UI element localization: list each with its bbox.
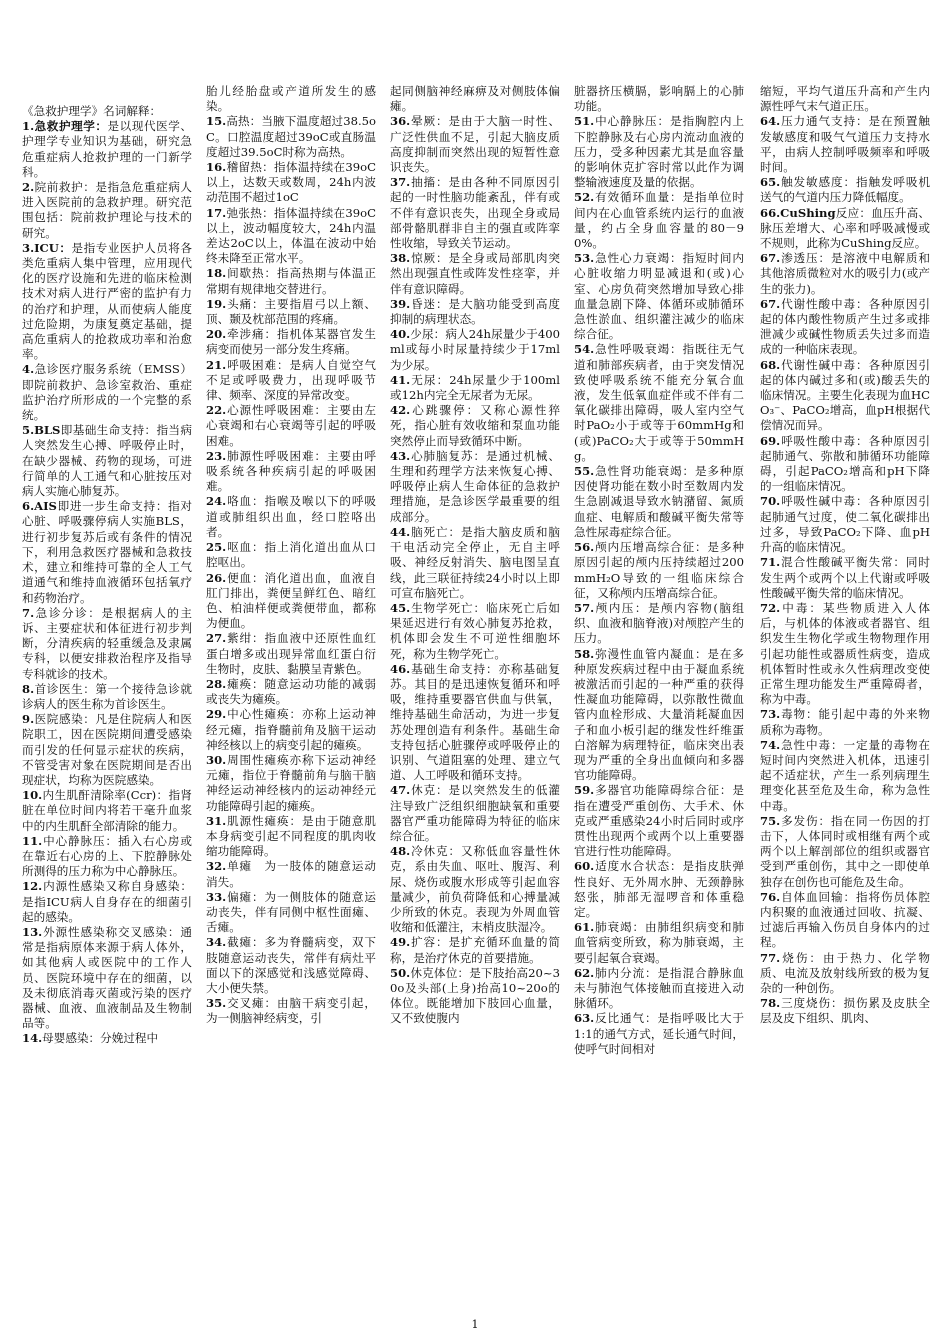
entry-term: 36. — [390, 114, 411, 129]
definition-entry — [206, 160, 376, 206]
entries — [206, 84, 376, 1027]
entry-term: 76. — [760, 889, 781, 904]
definition-entry — [760, 601, 930, 707]
entry-term: 74. — [760, 737, 781, 752]
definition-entry — [206, 114, 376, 160]
entry-term: 58. — [574, 646, 595, 661]
column-5 — [760, 84, 930, 1027]
definition-entry — [206, 890, 376, 936]
definition-entry — [206, 631, 376, 677]
definition-entry — [390, 251, 560, 297]
entry-term: 48. — [390, 844, 411, 859]
entry-definition: 呕血：指上消化道出血从口腔呕出。 — [206, 540, 376, 570]
definition-entry — [760, 738, 930, 814]
definition-entry — [390, 114, 560, 175]
definition-entry — [206, 859, 376, 889]
document-heading: 《急救护理学》名词解释： — [22, 104, 162, 118]
entry-definition: 急性中毒：一定量的毒物在短时间内突然进入机体，迅速引起不适症状，产生一系列病理生理变化甚至危及生命，称为急性中毒。 — [760, 737, 930, 813]
entry-term: 70. — [760, 494, 781, 509]
entry-definition: 稽留热：指体温持续在39oC以上，达数天或数周，24h内波动范围不超过1oC — [206, 160, 376, 205]
entry-definition: 混合性酸碱平衡失常：同时发生两个或两个以上代谢或呼吸性酸碱平衡失常的临床情况。 — [760, 555, 930, 600]
column-1 — [22, 104, 192, 1047]
entry-term: 77. — [760, 950, 781, 965]
definition-entry — [206, 403, 376, 449]
entry-definition: 肺源性呼吸困难：主要由呼吸系统各种疾病引起的呼吸困难。 — [206, 448, 376, 494]
definition-entry — [574, 966, 744, 1012]
entry-term: 16. — [206, 160, 227, 175]
entry-definition: 单瘫 为一肢体的随意运动消失。 — [206, 859, 376, 889]
entry-term: 11. — [22, 833, 43, 848]
entry-term: 40. — [390, 327, 411, 342]
column-4 — [574, 84, 744, 1057]
entry-definition: 内生肌酐清除率(Ccr)：指肾脏在单位时间内将若干毫升血浆中的内生肌酐全部清除的能力。 — [22, 788, 192, 833]
definition-entry — [390, 844, 560, 935]
entry-term: 15. — [206, 114, 227, 129]
definition-entry — [574, 1011, 744, 1057]
entry-term: 30. — [206, 752, 227, 767]
entry-definition: 咯血：指喉及喉以下的呼吸道或肺组织出血，经口腔咯出者。 — [206, 494, 376, 539]
entry-term: 72. — [760, 600, 781, 615]
definition-entry — [574, 601, 744, 647]
entry-definition: 急性心力衰竭：指短时间内心脏收缩力明显减退和(或)心室、心房负荷突然增加导致心排血量急剧下降、体循环或肺循环急性淤血、组织灌注减少的临床综合征。 — [574, 251, 744, 342]
entries — [22, 119, 192, 1046]
definition-entry — [22, 499, 192, 605]
definition-entry — [390, 403, 560, 449]
entry-term: 47. — [390, 783, 411, 798]
definition-entry — [390, 601, 560, 662]
entry-term: 46. — [390, 661, 411, 676]
entry-definition: 即基础生命支持：指当病人突然发生心搏、呼吸停止时，在缺少器械、药物的现场，可进行简单的人工通气和心脏按压对病人实施心肺复苏。 — [22, 423, 192, 499]
entry-definition: 多发伤：指在同一伤因的打击下，人体同时或相继有两个或两个以上解剖部位的组织或器官受到严重创伤，其中之一即使单独存在创伤也可能危及生命。 — [760, 813, 930, 889]
entry-definition: 弛张热：指体温持续在39oC以上，波动幅度较大，24h内温差达2oC以上，体温在波动中始终未降至正常水平。 — [206, 205, 376, 266]
entry-definition: 心源性呼吸困难：主要由左心衰竭和右心衰竭等引起的呼吸困难。 — [206, 403, 376, 448]
entry-definition: 医院感染：凡是住院病人和医院职工，因在医院期间遭受感染而引发的任何显示症状的疾病，不管受害对象在医院期间是否出现症状，均称为医院感染。 — [22, 712, 192, 787]
entry-term: 67. — [760, 251, 781, 266]
entry-definition: 交叉瘫：由脑干病变引起，为一侧脑神经病变，引 — [206, 996, 376, 1026]
entry-definition: 呼吸性酸中毒：各种原因引起肺通气、弥散和肺循环功能障碍，引起PaCO₂增高和pH下降的一组临床情况。 — [760, 433, 930, 494]
entry-definition: 截瘫：多为脊髓病变，双下肢随意运动丧失，常伴有病灶平面以下的深感觉和浅感觉障碍、大小便失禁。 — [206, 935, 376, 995]
entry-definition: 自体血回输：指将伤员体腔内积聚的血液通过回收、抗凝、过滤后再输入伤员自身体内的过程。 — [760, 889, 930, 950]
entry-definition: 昏迷：是大脑功能受到高度抑制的病理状态。 — [390, 296, 560, 327]
entry-definition: 代谢性碱中毒：各种原因引起的体内碱过多和(或)酸丢失的临床情况。主要生化表现为血HCO₃⁻、PaCO₂增高，血pH根据代偿情况而异。 — [760, 357, 930, 433]
entry-term: 10. — [22, 788, 43, 803]
entry-term: 33. — [206, 889, 227, 904]
column-3 — [390, 84, 560, 1027]
entry-definition: 牵涉痛：指机体某器官发生病变而使另一部分发生疼痛。 — [206, 327, 376, 357]
entry-definition: 晕厥：是由于大脑一时性、广泛性供血不足，引起大脑皮质高度抑制而突然出现的短暂性意识丧失。 — [390, 114, 560, 175]
definition-entry — [22, 925, 192, 1031]
definition-entry — [206, 540, 376, 570]
entry-term: 53. — [574, 251, 595, 266]
entry-definition: 基础生命支持：亦称基础复苏。其目的是迅速恢复循环和呼吸，维持重要器官供血与供氧，维持基础生命活动，为进一步复苏处理创造有利条件。基础生命支持包括心脏骤停或呼吸停止的识别、气道阻塞的处理、建立气道、人工呼吸和循环支持。 — [390, 661, 560, 783]
entry-definition: 无尿：24h尿量少于100ml或12h内完全无尿者为无尿。 — [390, 372, 560, 403]
definition-entry — [760, 114, 930, 175]
definition-entry — [206, 449, 376, 495]
definition-entry — [22, 180, 192, 241]
entry-term: 35. — [206, 996, 227, 1011]
entry-term: 56. — [574, 540, 595, 555]
definition-entry — [390, 373, 560, 403]
entry-definition: 脏器挤压横膈，影响膈上的心肺功能。 — [574, 84, 744, 114]
definition-entry — [390, 525, 560, 601]
entry-definition: 惊厥：是全身或局部肌肉突然出现强直性或阵发性痉挛，并伴有意识障碍。 — [390, 251, 560, 296]
entry-term: 13. — [22, 924, 43, 939]
entry-definition: 中心静脉压：是指胸腔内上下腔静脉及右心房内流动血液的压力，受多种因素尤其是血容量的影响休克扩容时常以此作为调整输液速度及量的依据。 — [574, 114, 744, 190]
entry-term: 51. — [574, 114, 595, 129]
entry-term: 8. — [22, 681, 35, 696]
entry-definition: 急诊分诊：是根据病人的主诉、主要症状和体征进行初步判断，分清疾病的轻重缓急及隶属专科，以便安排救治程序及指导专科就诊的技术。 — [22, 605, 192, 681]
entry-term: 78. — [760, 996, 781, 1011]
entry-definition: 有效循环血量：是指单位时间内在心血管系统内运行的血液量，约占全身血容量的80－90%。 — [574, 190, 744, 251]
entry-term: 64. — [760, 114, 781, 129]
entry-term: 43. — [390, 448, 411, 463]
entry-definition: 内源性感染又称自身感染：是指ICU病人自身存在的细菌引起的感染。 — [22, 879, 192, 924]
entry-term: 1.急救护理学： — [22, 119, 108, 134]
entry-term: 75. — [760, 813, 781, 828]
entry-definition: 生物学死亡：临床死亡后如果延迟进行有效心肺复苏抢救，机体即会发生不可逆性细胞坏死，称为生物学死亡。 — [390, 600, 560, 661]
entry-definition: 毒物：能引起中毒的外来物质称为毒物。 — [760, 707, 930, 737]
definition-entry — [206, 814, 376, 860]
entry-term: 55. — [574, 464, 595, 479]
column-2 — [206, 84, 376, 1027]
entry-term: 2. — [22, 180, 35, 195]
entry-definition: 是指专业医护人员将各类危重病人集中管理，应用现代化的医疗设施和先进的临床检测技术对病人进行严密的监护有力的治疗和护理，从而使病人能度过危险期，为康复奠定基础，提高危重病人的抢救成功率和治愈率。 — [22, 240, 192, 362]
entry-term: 20. — [206, 327, 227, 342]
entry-definition: 呼吸性碱中毒：各种原因引起肺通气过度，使二氧化碳排出过多，导致PaCO₂下降、血pH升高的临床情况。 — [760, 494, 930, 555]
entry-term: 60. — [574, 859, 595, 874]
entry-definition: 三度烧伤：损伤累及皮肤全层及皮下组织、肌肉、 — [760, 996, 930, 1026]
entry-term: 50. — [390, 965, 411, 980]
entry-term: 49. — [390, 935, 411, 950]
definition-entry — [206, 494, 376, 540]
definition-entry — [390, 966, 560, 1027]
definition-entry — [760, 996, 930, 1026]
entry-definition: 间歇热：指高热期与体温正常期有规律地交替进行。 — [206, 266, 376, 296]
entry-definition: 胎儿经胎盘或产道所发生的感染。 — [206, 84, 376, 114]
definition-entry — [574, 114, 744, 190]
definition-entry — [390, 297, 560, 327]
entry-definition: 休克体位：是下肢抬高20~30o及头部(上身)抬高10~20o的体位。既能增加下肢回心血量，又不致使腹内 — [390, 965, 560, 1026]
entry-term: 44. — [390, 524, 411, 539]
definition-entry — [390, 327, 560, 373]
definition-entry — [390, 935, 560, 965]
definition-entry — [206, 753, 376, 814]
entry-term: 59. — [574, 783, 595, 798]
definition-entry — [574, 859, 744, 920]
entry-definition: 首诊医生：第一个接待急诊就诊病人的医生称为首诊医生。 — [22, 681, 192, 711]
entry-term: 69. — [760, 433, 781, 448]
entry-definition: 即进一步生命支持：指对心脏、呼吸骤停病人实施BLS，进行初步复苏后或有条件的情况下，利用急救医疗器械和急救技术，建立和维持可靠的全人工气道通气和维持血液循环包括氧疗和药物治疗。 — [22, 499, 192, 605]
entry-term: 3.ICU： — [22, 240, 72, 255]
entry-term: 19. — [206, 296, 227, 311]
entry-definition: 周围性瘫痪亦称下运动神经元瘫，指位于脊髓前角与脑干脑神经运动神经核内的运动神经元功能障碍引起的瘫痪。 — [206, 752, 376, 813]
definition-entry — [22, 682, 192, 712]
entry-term: 17. — [206, 205, 227, 220]
definition-entry — [22, 834, 192, 880]
entry-definition: 中毒：某些物质进入人体后，与机体的体液或者器官、组织发生生物化学或生物物理作用引起功能性或器质性病变，造成机体暂时性或永久性病理改变使正常生理功能发生严重障碍者，称为中毒。 — [760, 600, 930, 707]
entry-term: 38. — [390, 251, 411, 266]
entry-definition: 便血：消化道出血，血液自肛门排出，粪便呈鲜红色、暗红色、柏油样便或粪便带血，都称为便血。 — [206, 570, 376, 631]
entry-term: 52. — [574, 190, 595, 205]
entry-definition: 外源性感染称交叉感染：通常是指病原体来源于病人体外，如其他病人或医院中的工作人员、医院环境中存在的细菌，以及未彻底消毒灭菌或污染的医疗器械、血液、血液制品及生物制品等。 — [22, 924, 192, 1031]
definition-entry — [22, 1031, 192, 1046]
entry-term: 23. — [206, 448, 227, 463]
definition-entry — [760, 951, 930, 997]
definition-entry — [760, 555, 930, 601]
definition-entry — [206, 935, 376, 996]
entry-term: 67. — [760, 296, 781, 311]
definition-entry — [760, 251, 930, 297]
entry-term: 7. — [22, 605, 35, 620]
definition-entry — [22, 606, 192, 682]
entry-definition: 偏瘫：为一侧肢体的随意运动丧失，伴有同侧中枢性面瘫、舌瘫。 — [206, 889, 376, 935]
entry-term: 57. — [574, 600, 595, 615]
entry-definition: 急性肾功能衰竭：是多种原因使肾功能在数小时至数周内发生急剧减退导致水钠潴留、氮质血症、电解质和酸碱平衡失常等急性尿毒症综合征。 — [574, 464, 744, 539]
entry-term: 39. — [390, 296, 411, 311]
entry-definition: 脑死亡：是指大脑皮质和脑干电活动完全停止，无自主呼吸、神经反射消失、脑电图呈直线，此三联征持续24小时以上即可宣布脑死亡。 — [390, 524, 560, 600]
page-number: 1 — [471, 1318, 479, 1331]
entry-term: 12. — [22, 879, 43, 894]
definition-entry — [206, 707, 376, 753]
entry-definition: 适度水合状态：是指皮肤弹性良好、无外周水肿、无颈静脉怒张，肺部无湿啰音和体重稳定。 — [574, 859, 744, 919]
entry-term: 28. — [206, 676, 227, 691]
entry-definition: 少尿：病人24h尿量少于400ml或每小时尿量持续少于17ml为少尿。 — [390, 327, 560, 372]
entry-term: 73. — [760, 707, 781, 722]
entry-term: 27. — [206, 631, 227, 646]
entry-definition: 缩短，平均气道压升高和产生内源性呼气末气道正压。 — [760, 84, 930, 114]
entry-term: 37. — [390, 175, 411, 190]
entry-term: 29. — [206, 707, 227, 722]
entry-definition: 紫绀：指血液中还原性血红蛋白增多或出现异常血红蛋白衍生物时，皮肤、黏膜呈青紫色。 — [206, 631, 376, 676]
entry-term: 14. — [22, 1031, 43, 1046]
definition-entry — [574, 647, 744, 784]
definition-entry — [760, 297, 930, 358]
entry-term: 6.AIS — [22, 499, 57, 514]
definition-entry — [390, 449, 560, 525]
definition-entry — [206, 571, 376, 632]
entry-definition: 代谢性酸中毒：各种原因引起的体内酸性物质产生过多或排泄减少或碱性物质丢失过多而造成的一种临床表现。 — [760, 296, 930, 357]
entry-definition: 休克：是以突然发生的低灌注导致广泛组织细胞缺氧和重要器官严重功能障碍为特征的临床综合征。 — [390, 783, 560, 843]
entry-definition: 头痛：主要指眉弓以上额、顶、颞及枕部范围的疼痛。 — [206, 296, 376, 327]
definition-entry — [760, 890, 930, 951]
entry-term: 66.CuShing — [760, 205, 836, 220]
definition-entry — [22, 788, 192, 834]
definition-entry — [760, 494, 930, 555]
entry-term: 26. — [206, 570, 227, 585]
entry-term: 45. — [390, 600, 411, 615]
definition-entry — [22, 423, 192, 499]
entry-definition: 心跳骤停：又称心源性猝死，指心脏有效收缩和泵血功能突然停止而导致循环中断。 — [390, 403, 560, 448]
definition-entry — [206, 297, 376, 327]
entry-definition: 母婴感染：分娩过程中 — [42, 1031, 159, 1046]
definition-entry — [390, 662, 560, 784]
definition-entry — [574, 251, 744, 342]
entry-term: 41. — [390, 372, 411, 387]
entry-term: 32. — [206, 859, 227, 874]
entry-term: 9. — [22, 712, 35, 727]
definition-entry — [206, 677, 376, 707]
definition-entry — [206, 84, 376, 114]
entry-definition: 颅内压增高综合征：是多种原因引起的颅内压持续超过200mmH₂O导致的一组临床综合征，又称颅内压增高综合征。 — [574, 540, 744, 600]
definition-entry — [206, 996, 376, 1026]
definition-entry — [574, 464, 744, 540]
definition-entry — [206, 327, 376, 357]
definition-entry — [574, 84, 744, 114]
definition-entry — [206, 266, 376, 296]
entry-term: 42. — [390, 403, 411, 418]
definition-entry — [22, 879, 192, 925]
definition-entry — [22, 119, 192, 180]
entry-term: 54. — [574, 342, 595, 357]
entry-term: 71. — [760, 555, 781, 570]
entry-definition: 烧伤：由于热力、化学物质、电流及放射线所致的极为复杂的一种创伤。 — [760, 950, 930, 995]
definition-entry — [22, 362, 192, 423]
entry-definition: 心肺脑复苏：是通过机械、生理和药理学方法来恢复心搏、呼吸停止病人生命体征的急救护理措施，是急诊医学最重要的组成部分。 — [390, 448, 560, 524]
definition-entry — [760, 358, 930, 434]
entry-definition: 触发敏感度：指触发呼吸机送气的气道内压力降低幅度。 — [760, 175, 930, 205]
entry-term: 4. — [22, 362, 35, 377]
definition-entry — [574, 190, 744, 251]
entry-definition: 肺内分流：是指混合静脉血未与肺泡气体接触而直接进入动脉循环。 — [574, 965, 744, 1011]
entry-definition: 扩容：是扩充循环血量的简称，是治疗休克的首要措施。 — [390, 935, 560, 965]
entry-definition: 肌源性瘫痪：是由于随意肌本身病变引起不同程度的肌肉收缩功能障碍。 — [206, 813, 376, 859]
definition-entry — [574, 920, 744, 966]
definition-entry — [760, 707, 930, 737]
entry-term: 62. — [574, 965, 595, 980]
entry-definition: 弥漫性血管内凝血：是在多种原发疾病过程中由于凝血系统被激活而引起的一种严重的获得性凝血功能障碍，以弥散性微血管内血栓形成、大量消耗凝血因子和血小板引起的继发性纤维蛋白溶解为病理特征，临床突出表现为严重的全身出血倾向和多器官功能障碍。 — [574, 646, 744, 783]
definition-entry — [206, 358, 376, 404]
definition-entry — [760, 84, 930, 114]
definition-entry — [22, 712, 192, 788]
entry-term: 63. — [574, 1011, 595, 1026]
entries — [574, 84, 744, 1057]
entry-term: 34. — [206, 935, 227, 950]
entry-term: 65. — [760, 175, 781, 190]
entry-definition: 急诊医疗服务系统（EMSS）即院前救护、急诊室救治、重症监护治疗所形成的一个完整的系统。 — [22, 362, 192, 423]
definition-entry — [760, 814, 930, 890]
entry-term: 18. — [206, 266, 227, 281]
definition-entry — [574, 783, 744, 859]
entry-term: 21. — [206, 357, 227, 372]
entry-definition: 急性呼吸衰竭：指既往无气道和肺部疾病者，由于突发情况致使呼吸系统不能充分氧合血液，发生低氧血症伴或不伴有二氧化碳排出障碍，吸人室内空气时PaO₂小于或等于60mmHg和(或)PaCO₂大于或等于50mmHg。 — [574, 342, 744, 463]
entry-definition: 多器官功能障碍综合征：是指在遭受严重创伤、大手术、休克或严重感染24小时后同时或序贯性出现两个或两个以上重要器官进行性功能障碍。 — [574, 783, 744, 859]
entry-term: 5.BLS — [22, 423, 61, 438]
definition-entry — [390, 783, 560, 844]
entry-definition: 抽搐：是由各种不同原因引起的一时性脑功能紊乱，伴有或不伴有意识丧失，出现全身或局部骨骼肌群非自主的强直或阵挛性收缩，导致关节运动。 — [390, 175, 560, 251]
entries — [390, 84, 560, 1027]
entry-definition: 颅内压：是颅内容物(脑组织、血液和脑脊液)对颅腔产生的压力。 — [574, 600, 744, 646]
definition-entry — [22, 241, 192, 363]
entry-definition: 起同侧脑神经麻痹及对侧肢体偏瘫。 — [390, 84, 560, 114]
definition-entry — [390, 84, 560, 114]
entry-term: 25. — [206, 540, 227, 555]
entry-definition: 中心性瘫痪：亦称上运动神经元瘫，指脊髓前角及脑干运动神经核以上的病变引起的瘫痪。 — [206, 707, 376, 752]
definition-entry — [760, 206, 930, 252]
entry-definition: 瘫痪：随意运动功能的减弱或丧失为瘫痪。 — [206, 676, 376, 707]
entry-term: 61. — [574, 920, 595, 935]
entry-definition: 渗透压：是溶液中电解质和其他溶质微粒对水的吸引力(或产生的张力)。 — [760, 251, 930, 296]
entry-definition: 反应：血压升高、脉压差增大、心率和呼吸减慢或不规则，此称为CuShing反应。 — [760, 205, 930, 251]
entry-definition: 院前救护：是指急危重症病人进入医院前的急救护理。研究范围包括：院前救护理论与技术的研究。 — [22, 180, 192, 240]
entry-definition: 高热：当腋下温度超过38.5oC。口腔温度超过39oC或直肠温度超过39.5oC时称为高热。 — [206, 114, 376, 159]
entry-term: 31. — [206, 813, 227, 828]
entry-term: 68. — [760, 357, 781, 372]
definition-entry — [574, 540, 744, 601]
definition-entry — [760, 434, 930, 495]
definition-entry — [206, 206, 376, 267]
definition-entry — [760, 175, 930, 205]
entry-definition: 反比通气：是指呼吸比大于1:1的通气方式，延长通气时间，使呼气时间相对 — [574, 1011, 744, 1056]
entry-definition: 压力通气支持：是在预置触发敏感度和吸气气道压力支持水平，由病人控制呼吸频率和呼吸时间。 — [760, 114, 930, 175]
document-page — [22, 84, 932, 1314]
entries — [760, 84, 930, 1027]
entry-definition: 是以现代医学、护理学专业知识为基础，研究急危重症病人抢救护理的一门新学科。 — [22, 119, 192, 179]
entry-definition: 肺衰竭：由肺组织病变和肺血管病变所致，称为肺衰竭，主要引起氧合衰竭。 — [574, 920, 744, 965]
definition-entry — [574, 342, 744, 464]
entry-definition: 冷休克：又称低血容量性休克，系由失血、呕吐、腹泻、利尿、烧伤或腹水形成等引起血容量减少，前负荷降低和心搏量减少所致的休克。表现为外周血管收缩和低灌注，末梢皮肤湿冷。 — [390, 844, 560, 935]
entry-definition: 呼吸困难：是病人自觉空气不足或呼吸费力，出现呼吸节律、频率、深度的异常改变。 — [206, 357, 376, 403]
entry-definition: 中心静脉压：插入右心房或在靠近右心房的上、下腔静脉处所测得的压力称为中心静脉压。 — [22, 833, 192, 879]
definition-entry — [390, 175, 560, 251]
entry-term: 22. — [206, 403, 227, 418]
entry-term: 24. — [206, 494, 227, 509]
